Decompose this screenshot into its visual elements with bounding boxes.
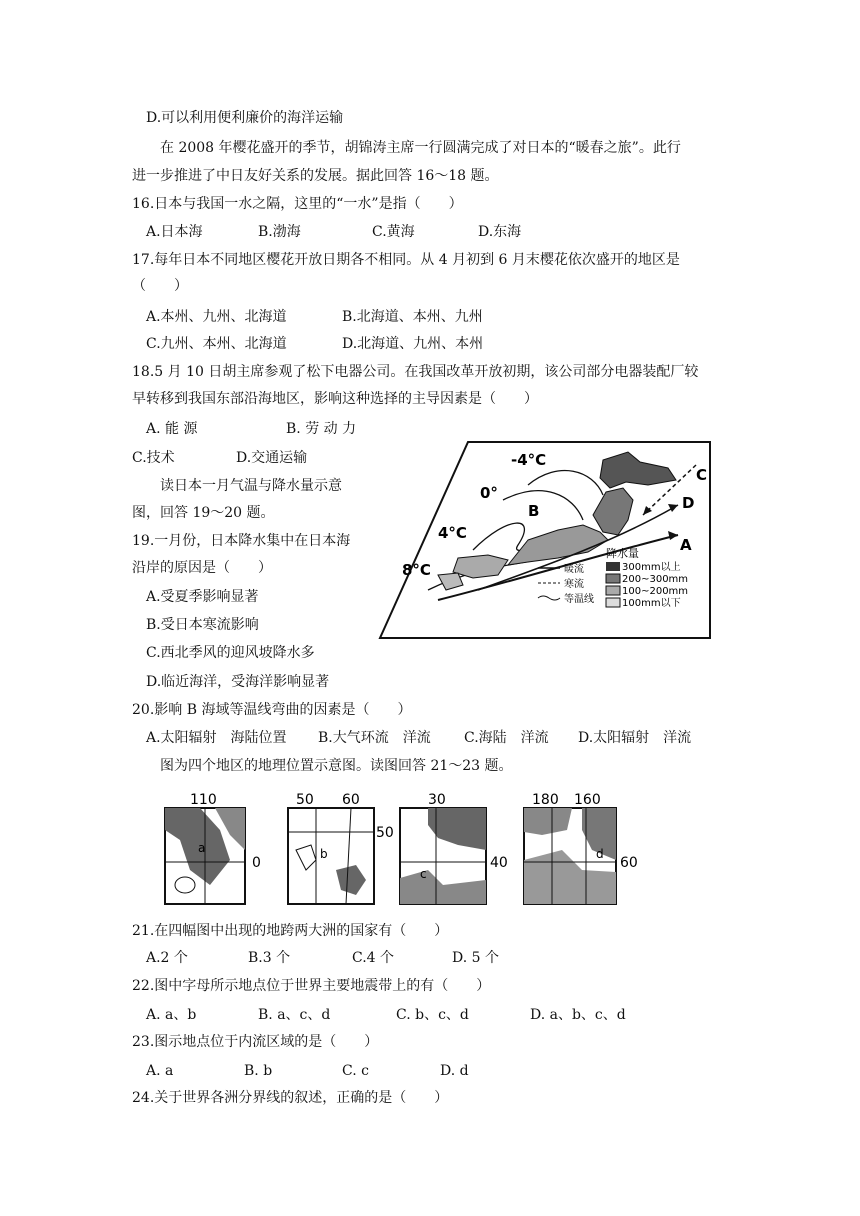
isotherm-label: 0° [480, 484, 498, 502]
question-20: 20.影响 B 海域等温线弯曲的因素是（ ） [132, 702, 412, 718]
intro-16-18-line1: 在 2008 年樱花盛开的季节，胡锦涛主席一行圆满完成了对日本的“暖春之旅”。此行 [160, 140, 681, 156]
q23-option-b[interactable]: B. b [244, 1063, 273, 1079]
tick-label: 160 [574, 792, 601, 808]
legend-precip-3: 100~200mm [622, 586, 689, 597]
question-22: 22.图中字母所示地点位于世界主要地震带上的有（ ） [132, 978, 491, 994]
q16-option-a[interactable]: A.日本海 [146, 224, 203, 240]
tick-label: 60 [342, 792, 360, 808]
point-label: c [420, 867, 427, 881]
question-16: 16.日本与我国一水之隔，这里的“一水”是指（ ） [132, 196, 463, 212]
tick-label: 180 [532, 792, 559, 808]
regional-map-1 [160, 790, 272, 908]
q17-option-b[interactable]: B.北海道、本州、九州 [342, 309, 483, 325]
sea-label-a: A [680, 536, 692, 554]
q19-option-b[interactable]: B.受日本寒流影响 [146, 617, 259, 633]
intro-16-18-line2: 进一步推进了中日友好关系的发展。据此回答 16～18 题。 [132, 168, 499, 184]
question-18-line1: 18.5 月 10 日胡主席参观了松下电器公司。在我国改革开放初期，该公司部分电器装配厂较 [132, 364, 699, 380]
q20-option-d[interactable]: D.太阳辐射 洋流 [578, 730, 692, 746]
q21-option-b[interactable]: B.3 个 [248, 950, 291, 966]
q18-option-b[interactable]: B. 劳 动 力 [286, 421, 357, 437]
question-17-line1: 17.每年日本不同地区樱花开放日期各不相同。从 4 月初到 6 月末樱花依次盛开的地区是 [132, 252, 680, 268]
q21-option-c[interactable]: C.4 个 [352, 950, 395, 966]
question-21: 21.在四幅图中出现的地跨两大洲的国家有（ ） [132, 923, 449, 939]
q23-option-c[interactable]: C. c [342, 1063, 369, 1079]
q17-option-d[interactable]: D.北海道、九州、本州 [342, 336, 484, 352]
sea-label-c: C [696, 466, 708, 484]
q19-option-d[interactable]: D.临近海洋，受海洋影响显著 [146, 674, 330, 690]
point-label: d [596, 847, 604, 861]
regional-map-3 [398, 790, 510, 908]
tick-label: 50 [296, 792, 314, 808]
legend-precip-4: 100mm以下 [622, 598, 681, 609]
question-19-line1: 19.一月份，日本降水集中在日本海 [132, 533, 351, 549]
legend-cold-current: 寒流 [564, 579, 584, 590]
question-18-line2: 早转移到我国东部沿海地区，影响这种选择的主导因素是（ ） [132, 391, 538, 407]
q22-option-d[interactable]: D. a、b、c、d [530, 1007, 626, 1023]
regional-map-4 [522, 790, 652, 908]
q16-option-c[interactable]: C.黄海 [372, 224, 415, 240]
isotherm-label: 8°C [402, 561, 431, 579]
q21-option-d[interactable]: D. 5 个 [452, 950, 499, 966]
intro-19-20-line1: 读日本一月气温与降水量示意 [160, 478, 342, 494]
q20-option-b[interactable]: B.大气环流 洋流 [318, 730, 431, 746]
legend-isotherm: 等温线 [564, 594, 594, 605]
q22-option-a[interactable]: A. a、b [146, 1007, 197, 1023]
tick-label: 50 [376, 825, 394, 841]
question-23: 23.图示地点位于内流区域的是（ ） [132, 1034, 379, 1050]
q19-option-a[interactable]: A.受夏季影响显著 [146, 589, 259, 605]
q16-option-d[interactable]: D.东海 [478, 224, 522, 240]
q22-option-c[interactable]: C. b、c、d [396, 1007, 469, 1023]
sea-label-d: D [682, 494, 695, 512]
q15-option-d: D.可以利用便利廉价的海洋运输 [146, 110, 344, 126]
intro-19-20-line2: 图，回答 19～20 题。 [132, 505, 275, 521]
q18-option-d[interactable]: D.交通运输 [236, 450, 308, 466]
legend-precip-2: 200~300mm [622, 574, 689, 585]
japan-january-map [378, 440, 712, 640]
point-label: a [198, 841, 206, 855]
isotherm-label: 4°C [438, 524, 467, 542]
q20-option-c[interactable]: C.海陆 洋流 [464, 730, 549, 746]
point-label: b [320, 847, 328, 861]
tick-label: 30 [428, 792, 446, 808]
question-24: 24.关于世界各洲分界线的叙述，正确的是（ ） [132, 1090, 449, 1106]
isotherm-label: -4°C [511, 451, 547, 469]
tick-label: 0 [252, 855, 261, 871]
q17-option-c[interactable]: C.九州、本州、北海道 [146, 336, 287, 352]
q19-option-c[interactable]: C.西北季风的迎风坡降水多 [146, 645, 315, 661]
legend-precip-1: 300mm以上 [622, 562, 681, 573]
tick-label: 40 [490, 855, 508, 871]
q18-option-a[interactable]: A. 能 源 [146, 421, 198, 437]
legend-warm-current: 暖流 [564, 564, 584, 575]
tick-label: 60 [620, 855, 638, 871]
q16-option-b[interactable]: B.渤海 [258, 224, 301, 240]
question-17-line2: （ ） [132, 278, 188, 294]
q21-option-a[interactable]: A.2 个 [146, 950, 188, 966]
q23-option-d[interactable]: D. d [440, 1063, 469, 1079]
q22-option-b[interactable]: B. a、c、d [258, 1007, 331, 1023]
intro-21-23: 图为四个地区的地理位置示意图。读图回答 21～23 题。 [160, 758, 513, 774]
q17-option-a[interactable]: A.本州、九州、北海道 [146, 309, 287, 325]
q18-option-c[interactable]: C.技术 [132, 450, 175, 466]
legend-title: 降水量 [606, 547, 639, 560]
q23-option-a[interactable]: A. a [146, 1063, 174, 1079]
q20-option-a[interactable]: A.太阳辐射 海陆位置 [146, 730, 287, 746]
sea-label-b: B [528, 502, 540, 520]
regional-map-2 [286, 790, 398, 908]
tick-label: 110 [190, 792, 217, 808]
question-19-line2: 沿岸的原因是（ ） [132, 560, 272, 576]
